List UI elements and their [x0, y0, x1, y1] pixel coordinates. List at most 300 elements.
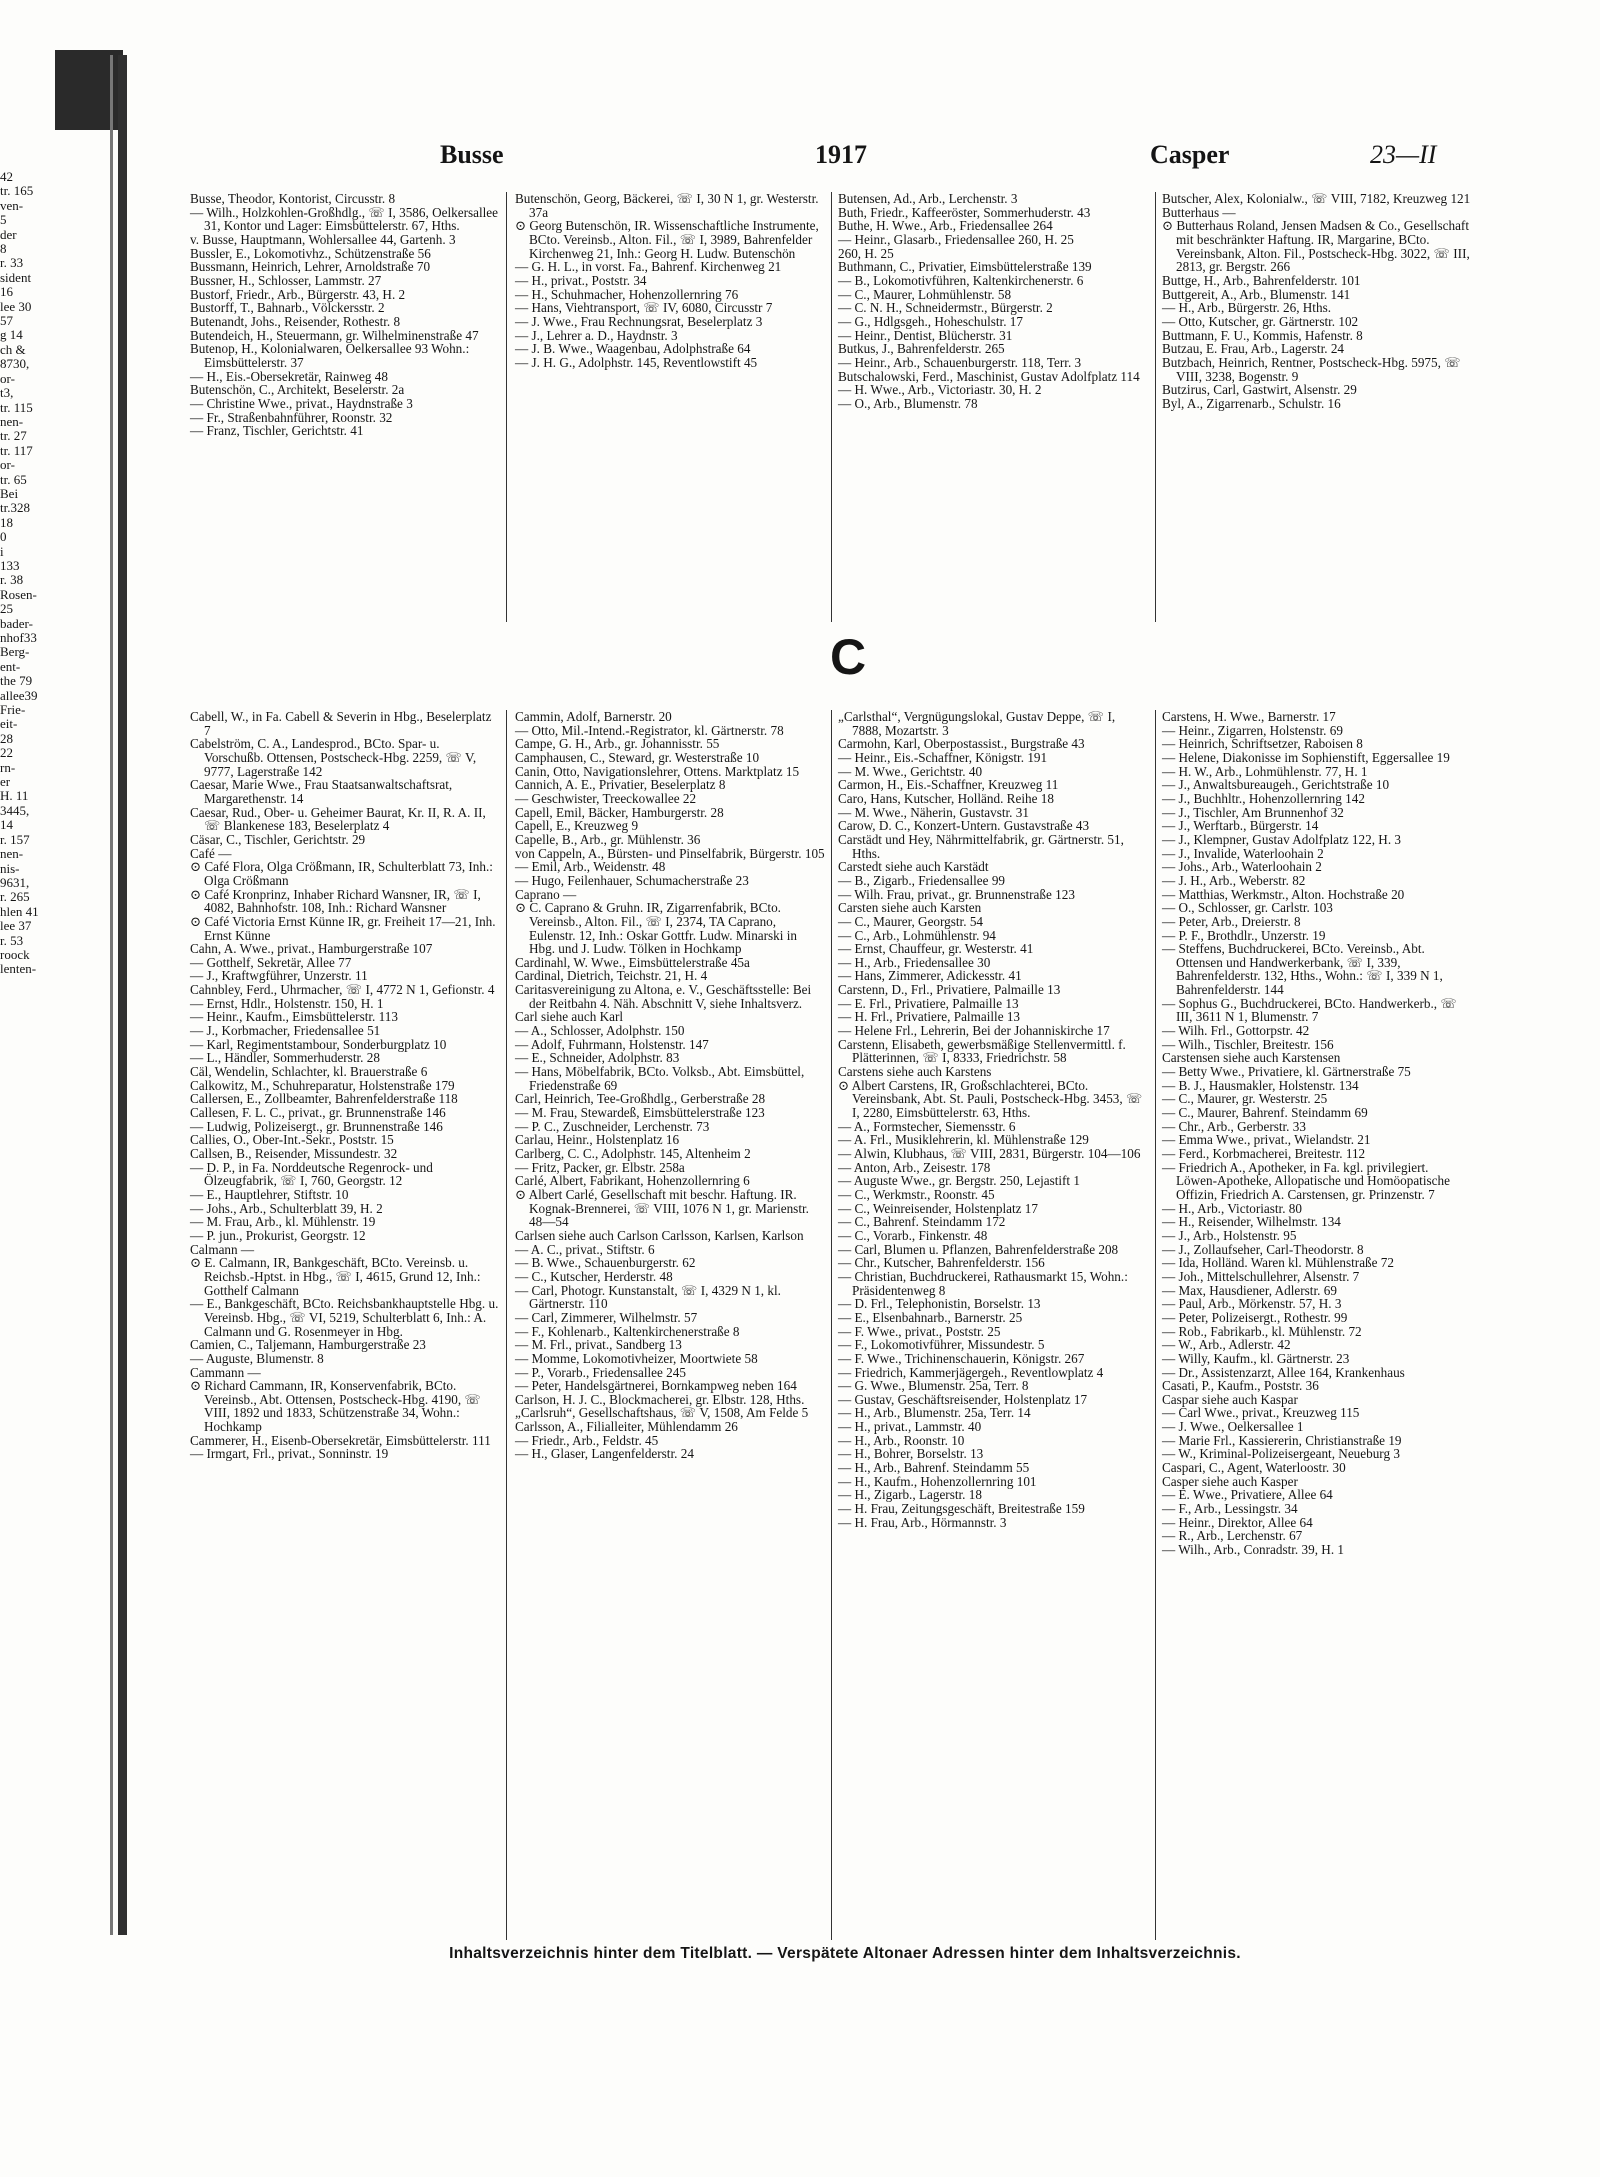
directory-entry: — Chr., Kutscher, Bahrenfelderstr. 156	[838, 1255, 1045, 1271]
directory-entry: Bussler, E., Lokomotivhz., Schützenstraße 56	[190, 245, 431, 261]
directory-entry: — L., Händler, Sommerhuderstr. 28	[190, 1050, 380, 1066]
directory-entry: — Carl, Blumen u. Pflanzen, Bahrenfelderstraße 208	[838, 1241, 1119, 1257]
page-gutter	[118, 55, 127, 1935]
margin-fragment: or-	[0, 457, 15, 473]
directory-entry: Canin, Otto, Navigationslehrer, Ottens. Marktplatz 15	[515, 763, 800, 779]
column-2	[515, 710, 825, 1461]
directory-entry: — Paul, Arb., Mörkenstr. 57, H. 3	[1162, 1296, 1342, 1312]
margin-fragment: 57	[0, 313, 13, 329]
directory-entry: Butzbach, Heinrich, Rentner, Postscheck-Hbg. 5975, ☏ VIII, 3238, Bogenstr. 9	[1162, 354, 1461, 384]
margin-fragment: the 79	[0, 673, 33, 689]
margin-fragment: r. 265	[0, 889, 30, 905]
directory-entry: — Willy, Kaufm., kl. Gärtnerstr. 23	[1162, 1350, 1350, 1366]
directory-entry: — O., Arb., Blumenstr. 78	[838, 395, 978, 411]
margin-fragment: roock	[0, 946, 30, 962]
column-1	[190, 710, 500, 1461]
directory-entry: — C., Werkmstr., Roonstr. 45	[838, 1186, 995, 1202]
directory-entry: — Emma Wwe., privat., Wielandstr. 21	[1162, 1132, 1371, 1148]
directory-entry: v. Busse, Hauptmann, Wohlersallee 44, Gartenh. 3	[190, 231, 456, 247]
directory-entry: — Wilh., Arb., Conradstr. 39, H. 1	[1162, 1542, 1345, 1558]
directory-entry: Butendeich, H., Steuermann, gr. Wilhelminenstraße 47	[190, 327, 479, 343]
directory-entry: — Gotthelf, Sekretär, Allee 77	[190, 954, 352, 970]
directory-entry: Carstens siehe auch Karstens	[838, 1064, 992, 1080]
directory-entry: — J. H. G., Adolphstr. 145, Reventlowstift 45	[515, 354, 758, 370]
directory-entry: — Ferd., Korbmacherei, Breitestr. 112	[1162, 1146, 1366, 1161]
directory-entry: — H., privat., Lammstr. 40	[838, 1419, 982, 1435]
directory-entry: Callersen, E., Zollbeamter, Bahrenfelderstraße 118	[190, 1091, 458, 1107]
margin-fragment: tr. 65	[0, 471, 27, 487]
directory-entry: Cäl, Wendelin, Schlachter, kl. Brauerstraße 6	[190, 1064, 428, 1080]
margin-fragment: eit-	[0, 716, 18, 732]
margin-fragment: nen-	[0, 846, 24, 862]
directory-entry: — Ludwig, Polizeisergt., gr. Brunnenstraße 146	[190, 1118, 443, 1134]
directory-entry: — Heinr., Zigarren, Holstenstr. 69	[1162, 722, 1343, 738]
directory-entry: — Steffens, Buchdruckerei, BCto. Vereinsb., Abt. Ottensen und Handwerkerbank, ☏ I, 339, Bahrenfelderstr. 132, Hths., Wohn.: ☏ I, 339 N 1, Bahrenfelderstr. 144	[1162, 941, 1443, 998]
column-divider	[831, 192, 832, 622]
directory-entry: — D. Frl., Telephonistin, Borselstr. 13	[838, 1296, 1041, 1312]
column-4	[1162, 710, 1472, 1557]
directory-entry: Casati, P., Kaufm., Poststr. 36	[1162, 1378, 1319, 1394]
directory-entry: — C., Weinreisender, Holstenplatz 17	[838, 1200, 1038, 1216]
directory-entry: — Otto, Mil.-Intend.-Registrator, kl. Gärtnerstr. 78	[515, 722, 784, 738]
directory-entry: — E. Frl., Privatiere, Palmaille 13	[838, 995, 1019, 1011]
directory-entry: — M. Frau, Stewardeß, Eimsbüttelerstraße 123	[515, 1105, 765, 1121]
directory-entry: — E., Hauptlehrer, Stiftstr. 10	[190, 1186, 349, 1202]
directory-entry: von Cappeln, A., Bürsten- und Pinselfabrik, Bürgerstr. 105	[515, 845, 825, 861]
directory-entry: — Ida, Holländ. Waren kl. Mühlenstraße 72	[1162, 1255, 1394, 1271]
directory-entry: — H., Bohrer, Borselstr. 13	[838, 1446, 984, 1462]
directory-entry: Butenop, H., Kolonialwaren, Oelkersallee 93 Wohn.: Eimsbüttelerstr. 37	[190, 341, 470, 370]
directory-entry: — M. Frau, Arb., kl. Mühlenstr. 19	[190, 1214, 376, 1230]
directory-entry: — Sophus G., Buchdruckerei, BCto. Handwerkerb., ☏ III, 3611 N 1, Blumenstr. 7	[1162, 995, 1457, 1025]
margin-fragment: er	[0, 774, 11, 790]
directory-entry: Cammerer, H., Eisenb-Obersekretär, Eimsbüttelerstr. 111	[190, 1432, 491, 1448]
directory-entry: — Peter, Polizeisergt., Rothestr. 99	[1162, 1309, 1348, 1325]
directory-entry: — J., Zollaufseher, Carl-Theodorstr. 8	[1162, 1241, 1364, 1257]
directory-entry: — O., Schlosser, gr. Carlstr. 103	[1162, 900, 1333, 916]
column-4	[1162, 192, 1472, 411]
directory-entry: Cahnbley, Ferd., Uhrmacher, ☏ I, 4772 N 1, Gefionstr. 4	[190, 982, 495, 998]
directory-entry: Cammin, Adolf, Barnerstr. 20	[515, 709, 672, 724]
directory-entry: Butterhaus —	[1162, 204, 1236, 220]
directory-entry: — Heinr., Glasarb., Friedensallee 260, H. 25	[838, 231, 1074, 247]
margin-fragment: hlen 41	[0, 903, 39, 919]
directory-entry: ⊙ Albert Carlé, Gesellschaft mit beschr. Haftung. IR. Kognak-Brennerei, ☏ VIII, 1076 N 1, gr. Marienstr. 48—54	[515, 1186, 809, 1230]
directory-entry: — J., Arb., Holstenstr. 95	[1162, 1227, 1297, 1243]
directory-entry: — Hans, Zimmerer, Adickesstr. 41	[838, 968, 1022, 984]
directory-entry: — Fr., Straßenbahnführer, Roonstr. 32	[190, 409, 393, 425]
directory-entry: Cahn, A. Wwe., privat., Hamburgerstraße 107	[190, 941, 433, 957]
directory-entry: — J., Korbmacher, Friedensallee 51	[190, 1023, 381, 1039]
directory-entry: Carl siehe auch Karl	[515, 1009, 624, 1025]
directory-entry: — H., Arb., Bahrenf. Steindamm 55	[838, 1460, 1030, 1476]
directory-entry: Cannich, A. E., Privatier, Beselerplatz 8	[515, 777, 726, 793]
margin-fragment: ch &	[0, 341, 26, 357]
directory-entry: Caspari, C., Agent, Waterloostr. 30	[1162, 1460, 1346, 1476]
directory-entry: — Auguste Wwe., gr. Bergstr. 250, Lejastift 1	[838, 1173, 1080, 1189]
directory-entry: Buttmann, F. U., Kommis, Hafenstr. 8	[1162, 327, 1363, 343]
column-1	[190, 192, 500, 438]
directory-entry: — M. Wwe., Näherin, Gustavstr. 31	[838, 804, 1029, 820]
margin-fragment: or-	[0, 370, 15, 386]
directory-entry: Callies, O., Ober-Int.-Sekr., Poststr. 15	[190, 1132, 394, 1148]
directory-entry: — C., Maurer, Lohmühlenstr. 58	[838, 286, 1012, 302]
page-number: 23—II	[1370, 140, 1437, 169]
directory-entry: — Marie Frl., Kassiererin, Christianstraße 19	[1162, 1432, 1402, 1448]
column-3	[838, 192, 1148, 411]
directory-entry: — P. jun., Prokurist, Georgstr. 12	[190, 1227, 366, 1243]
directory-entry: — E. Wwe., Privatiere, Allee 64	[1162, 1487, 1333, 1503]
directory-entry: Buttge, H., Arb., Bahrenfelderstr. 101	[1162, 272, 1361, 288]
margin-fragment: nen-	[0, 413, 24, 429]
directory-entry: — G. H. L., in vorst. Fa., Bahrenf. Kirchenweg 21	[515, 259, 782, 275]
directory-entry: — H. Wwe., Arb., Victoriastr. 30, H. 2	[838, 382, 1042, 398]
page-header	[190, 140, 1480, 174]
directory-entry: — C., Kutscher, Herderstr. 48	[515, 1268, 673, 1284]
directory-entry: Capell, E., Kreuzweg 9	[515, 818, 639, 834]
directory-entry: Carstedt siehe auch Karstädt	[838, 859, 989, 875]
margin-fragment: i	[0, 543, 4, 559]
directory-entry: Carstens, H. Wwe., Barnerstr. 17	[1162, 709, 1336, 724]
directory-entry: — J. Wwe., Frau Rechnungsrat, Beselerplatz 3	[515, 313, 763, 329]
directory-entry: — J., Werftarb., Bürgerstr. 14	[1162, 818, 1319, 834]
directory-entry: Caesar, Marie Wwe., Frau Staatsanwaltschaftsrat, Margarethenstr. 14	[190, 777, 453, 806]
directory-entry: — Ernst, Hdlr., Holstenstr. 150, H. 1	[190, 995, 384, 1011]
directory-entry: — Hugo, Feilenhauer, Schumacherstraße 23	[515, 872, 749, 888]
directory-entry: — C., Maurer, Georgstr. 54	[838, 913, 984, 929]
column-divider	[506, 710, 507, 1940]
directory-entry: — Matthias, Werkmstr., Alton. Hochstraße 20	[1162, 886, 1405, 902]
directory-entry: — H., Arb., Victoriastr. 80	[1162, 1200, 1302, 1216]
directory-entry: — J. H., Arb., Weberstr. 82	[1162, 872, 1306, 888]
directory-entry: Carlsen siehe auch Carlson Carlsson, Karlsen, Karlson	[515, 1227, 804, 1243]
margin-fragment: 8730,	[0, 356, 30, 372]
directory-entry: Cabell, W., in Fa. Cabell & Severin in Hbg., Beselerplatz 7	[190, 709, 492, 738]
directory-entry: — Momme, Lokomotivheizer, Moortwiete 58	[515, 1350, 758, 1366]
directory-entry: — Wilh. Frl., Gottorpstr. 42	[1162, 1023, 1310, 1039]
directory-entry: Butensen, Ad., Arb., Lerchenstr. 3	[838, 191, 1018, 206]
margin-fragment: r. 53	[0, 932, 24, 948]
directory-entry: — Anton, Arb., Zeisestr. 178	[838, 1159, 991, 1175]
directory-entry: — H., Arb., Bürgerstr. 26, Hths.	[1162, 300, 1331, 316]
directory-entry: — E., Schneider, Adolphstr. 83	[515, 1050, 680, 1066]
directory-entry: — Christine Wwe., privat., Haydnstraße 3	[190, 395, 413, 411]
directory-entry: — D. P., in Fa. Norddeutsche Regenrock- und Ölzeugfabrik, ☏ I, 760, Georgstr. 12	[190, 1159, 433, 1189]
directory-entry: — F. Wwe., privat., Poststr. 25	[838, 1323, 1001, 1339]
directory-entry: — Heinrich, Schriftsetzer, Raboisen 8	[1162, 736, 1363, 752]
directory-entry: — F., Lokomotivführer, Missundestr. 5	[838, 1337, 1045, 1353]
directory-entry: — H., Eis.-Obersekretär, Rainweg 48	[190, 368, 388, 384]
directory-entry: — H., Arb., Blumenstr. 25a, Terr. 14	[838, 1405, 1031, 1421]
directory-entry: — Otto, Kutscher, gr. Gärtnerstr. 102	[1162, 313, 1359, 329]
directory-entry: — R., Arb., Lerchenstr. 67	[1162, 1528, 1303, 1544]
directory-entry: Campe, G. H., Arb., gr. Johannisstr. 55	[515, 736, 720, 752]
directory-entry: — Adolf, Fuhrmann, Holstenstr. 147	[515, 1036, 709, 1052]
directory-entry: Buthmann, C., Privatier, Eimsbüttelerstraße 139	[838, 259, 1092, 275]
directory-entry: Buth, Friedr., Kaffeeröster, Sommerhuderstr. 43	[838, 204, 1091, 220]
directory-entry: ⊙ Café Kronprinz, Inhaber Richard Wansner, IR, ☏ I, 4082, Bahnhofstr. 108, Inh.: Richard Wansner	[190, 886, 481, 916]
section-b-continued	[190, 192, 1480, 622]
directory-entry: ⊙ Richard Cammann, IR, Konservenfabrik, BCto. Vereinsb., Abt. Ottensen, Postscheck-Hbg. 4190, ☏ VIII, 1892 und 1833, Schützenstraße 34, Wohn.: Hochkamp	[190, 1378, 481, 1435]
margin-fragment: tr. 117	[0, 442, 33, 458]
margin-fragment: ent-	[0, 658, 21, 674]
directory-entry: — H. Frau, Arb., Hörmannstr. 3	[838, 1514, 1007, 1530]
header-first-keyword: Busse	[440, 140, 504, 169]
directory-entry: ⊙ C. Caprano & Gruhn. IR, Zigarrenfabrik, BCto. Vereinsb., Alton. Fil., ☏ I, 2374, TA Caprano, Eulenstr. 12, Inh.: Oskar Gottfr. Ludw. Minarski in Hbg. und J. Ludw. Tölken in Hochkamp	[515, 900, 797, 957]
directory-entry: — J., Invalide, Waterloohain 2	[1162, 845, 1324, 861]
margin-fragment: Berg-	[0, 644, 30, 660]
directory-entry: — H., Zigarb., Lagerstr. 18	[838, 1487, 982, 1503]
directory-entry: Bustorff, T., Bahnarb., Völckersstr. 2	[190, 300, 385, 316]
directory-entry: — Wilh., Holzkohlen-Großhdlg., ☏ I, 3586, Oelkersallee 31, Kontor und Lager: Eimsbüttelerstr. 67, Hths.	[190, 204, 498, 234]
directory-entry: — J., Tischler, Am Brunnenhof 32	[1162, 804, 1344, 820]
margin-fragment: 3445,	[0, 802, 30, 818]
directory-entry: — Heinr., Dentist, Blücherstr. 31	[838, 327, 1013, 343]
directory-entry: — H., privat., Poststr. 34	[515, 272, 647, 288]
directory-entry: — Heinr., Arb., Schauenburgerstr. 118, Terr. 3	[838, 354, 1082, 370]
directory-entry: — G. Wwe., Blumenstr. 25a, Terr. 8	[838, 1378, 1029, 1394]
directory-entry: — Emil, Arb., Weidenstr. 48	[515, 859, 666, 875]
directory-entry: Butenandt, Johs., Reisender, Rothestr. 8	[190, 313, 401, 329]
directory-entry: — C., Vorarb., Finkenstr. 48	[838, 1227, 988, 1243]
directory-entry: 260, H. 25	[838, 245, 894, 261]
margin-fragment: 42	[0, 170, 13, 184]
margin-fragment: 25	[0, 601, 13, 617]
directory-entry: — C., Maurer, Bahrenf. Steindamm 69	[1162, 1105, 1368, 1121]
directory-entry: Butschalowski, Ferd., Maschinist, Gustav Adolfplatz 114	[838, 368, 1140, 384]
column-divider	[1155, 192, 1156, 622]
column-3	[838, 710, 1148, 1529]
directory-entry: Carmohn, Karl, Oberpostassist., Burgstraße 43	[838, 736, 1085, 752]
directory-entry: Butenschön, C., Architekt, Beselerstr. 2a	[190, 382, 405, 398]
margin-fragment: 9631,	[0, 874, 30, 890]
directory-entry: — Wilh. Frau, privat., gr. Brunnenstraße 123	[838, 886, 1075, 902]
margin-fragment: lee 30	[0, 298, 32, 314]
directory-entry: — H. W., Arb., Lohmühlenstr. 77, H. 1	[1162, 763, 1368, 779]
column-divider	[1155, 710, 1156, 1940]
directory-entry: — P. C., Zuschneider, Lerchenstr. 73	[515, 1118, 710, 1134]
page-footer-note: Inhaltsverzeichnis hinter dem Titelblatt. — Verspätete Altonaer Adressen hinter dem Inhaltsverzeichnis.	[449, 1945, 1241, 1962]
directory-entry: Bussmann, Heinrich, Lehrer, Arnoldstraße 70	[190, 259, 431, 275]
directory-entry: „Carlsthal“, Vergnügungslokal, Gustav Deppe, ☏ I, 7888, Mozartstr. 3	[838, 709, 1116, 738]
directory-entry: — Gustav, Geschäftsreisender, Holstenplatz 17	[838, 1391, 1088, 1407]
directory-entry: Butkus, J., Bahrenfelderstr. 265	[838, 341, 1005, 357]
directory-entry: Camphausen, C., Steward, gr. Westerstraße 10	[515, 749, 760, 765]
directory-entry: — Johs., Arb., Waterloohain 2	[1162, 859, 1322, 875]
directory-entry: — J., Anwaltsbureaugeh., Gerichtstraße 10	[1162, 777, 1390, 793]
directory-entry: — Geschwister, Treeckowallee 22	[515, 790, 697, 806]
margin-fragment: der	[0, 226, 17, 242]
directory-entry: ⊙ E. Calmann, IR, Bankgeschäft, BCto. Vereinsb. u. Reichsb.-Hptst. in Hbg., ☏ I, 4615, Grund 12, Inh.: Gotthelf Calmann	[190, 1255, 481, 1298]
directory-entry: Carow, D. C., Konzert-Untern. Gustavstraße 43	[838, 818, 1090, 834]
margin-fragment: rn-	[0, 759, 16, 775]
margin-fragment: tr. 165	[0, 183, 34, 199]
header-last-keyword: Casper	[1150, 140, 1230, 169]
directory-entry: — F., Arb., Lessingstr. 34	[1162, 1501, 1298, 1517]
directory-entry: Calkowitz, M., Schuhreparatur, Holstenstraße 179	[190, 1077, 455, 1093]
directory-entry: Callsen, B., Reisender, Missundestr. 32	[190, 1146, 398, 1161]
directory-entry: Carlsson, A., Filialleiter, Mühlendamm 26	[515, 1419, 738, 1435]
directory-entry: ⊙ Albert Carstens, IR, Großschlachterei, BCto. Vereinsbank, Abt. St. Pauli, Postscheck-Hbg. 3453, ☏ I, 2280, Eimsbüttelerstr. 63, Hths.	[838, 1077, 1143, 1121]
directory-entry: Carlberg, C. C., Adolphstr. 145, Altenheim 2	[515, 1146, 751, 1161]
directory-entry: — J. Wwe., Oelkersallee 1	[1162, 1419, 1304, 1435]
directory-entry: — W., Arb., Adlerstr. 42	[1162, 1337, 1291, 1353]
directory-entry: Cardinal, Dietrich, Teichstr. 21, H. 4	[515, 968, 708, 984]
directory-entry: — Dr., Assistenzarzt, Allee 164, Krankenhaus	[1162, 1364, 1405, 1380]
margin-fragment: r. 157	[0, 831, 30, 847]
directory-entry: Cammann —	[190, 1364, 261, 1380]
directory-entry: Caesar, Rud., Ober- u. Geheimer Baurat, Kr. II, R. A. II, ☏ Blankenese 183, Beselerplatz 4	[190, 804, 486, 834]
directory-entry: — J. B. Wwe., Waagenbau, Adolphstraße 64	[515, 341, 751, 357]
page-gutter-line	[110, 55, 113, 1935]
directory-entry: — J., Lehrer a. D., Haydnstr. 3	[515, 327, 678, 343]
directory-entry: — Heinr., Eis.-Schaffner, Königstr. 191	[838, 749, 1048, 765]
margin-fragment: ven-	[0, 197, 24, 213]
margin-fragment: 16	[0, 284, 13, 300]
margin-fragment: allee39	[0, 687, 38, 703]
directory-entry: ⊙ Butterhaus Roland, Jensen Madsen & Co., Gesellschaft mit beschränkter Haftung. IR, Margarine, BCto. Vereinsbank, Alton. Fil., Postscheck-Hbg. 3022, ☏ III, 2813, gr. Bergstr. 266	[1162, 218, 1470, 275]
directory-entry: — Helene Frl., Lehrerin, Bei der Johanniskirche 17	[838, 1023, 1110, 1039]
margin-fragment: 28	[0, 730, 13, 746]
directory-entry: Casper siehe auch Kasper	[1162, 1473, 1298, 1489]
margin-fragment: 8	[0, 241, 7, 257]
directory-entry: — Friedrich, Kammerjägergeh., Reventlowplatz 4	[838, 1364, 1104, 1380]
margin-fragment: 0	[0, 529, 7, 545]
directory-entry: — Friedr., Arb., Feldstr. 45	[515, 1432, 659, 1448]
directory-entry: — H. Frau, Zeitungsgeschäft, Breitestraße 159	[838, 1501, 1085, 1517]
directory-entry: Buthe, H. Wwe., Arb., Friedensallee 264	[838, 218, 1053, 234]
directory-entry: — H., Arb., Roonstr. 10	[838, 1432, 965, 1448]
directory-entry: Butzirus, Carl, Gastwirt, Alsenstr. 29	[1162, 382, 1357, 398]
margin-fragment: r. 38	[0, 572, 24, 588]
directory-entry: — E., Bankgeschäft, BCto. Reichsbankhauptstelle Hbg. u. Vereinsb. Hbg., ☏ VI, 5219, Schulterblatt 6, Inh.: A. Calmann und G. Rosenmeyer in Hbg.	[190, 1296, 499, 1339]
directory-entry: — Ernst, Chauffeur, gr. Westerstr. 41	[838, 941, 1034, 957]
directory-entry: — Heinr., Direktor, Allee 64	[1162, 1514, 1313, 1530]
directory-entry: — Betty Wwe., Privatiere, kl. Gärtnerstraße 75	[1162, 1064, 1411, 1080]
directory-entry: Caritasvereinigung zu Altona, e. V., Geschäftsstelle: Bei der Reitbahn 4. Näh. Abschnitt V, siehe Inhaltsverz.	[515, 982, 812, 1011]
margin-fragment: r. 33	[0, 255, 24, 271]
directory-entry: — Johs., Arb., Schulterblatt 39, H. 2	[190, 1200, 383, 1216]
directory-entry: Buttgereit, A., Arb., Blumenstr. 141	[1162, 286, 1351, 302]
directory-entry: — Carl, Zimmerer, Wilhelmstr. 57	[515, 1309, 698, 1325]
directory-entry: — Carl, Photogr. Kunstanstalt, ☏ I, 4329 N 1, kl. Gärtnerstr. 110	[515, 1282, 781, 1312]
directory-entry: Carstensen siehe auch Karstensen	[1162, 1050, 1341, 1066]
margin-fragment: Frie-	[0, 702, 26, 718]
margin-fragment: 18	[0, 514, 13, 530]
directory-entry: Carmon, H., Eis.-Schaffner, Kreuzweg 11	[838, 777, 1059, 793]
margin-fragment: 133	[0, 557, 20, 573]
margin-fragment: Rosen-	[0, 586, 37, 602]
directory-entry: Cardinahl, W. Wwe., Eimsbüttelerstraße 45a	[515, 954, 750, 970]
directory-entry: Busse, Theodor, Kontorist, Circusstr. 8	[190, 191, 396, 206]
directory-entry: — W., Kriminal-Polizeisergeant, Neueburg 3	[1162, 1446, 1400, 1462]
directory-entry: — B. Wwe., Schauenburgerstr. 62	[515, 1255, 696, 1271]
directory-entry: Carstenn, D., Frl., Privatiere, Palmaille 13	[838, 982, 1061, 998]
directory-entry: — Karl, Regimentstambour, Sonderburgplatz 10	[190, 1036, 447, 1052]
margin-fragment: t3,	[0, 385, 14, 401]
directory-entry: — P. F., Brothdlr., Unzerstr. 19	[1162, 927, 1326, 943]
directory-entry: ⊙ Georg Butenschön, IR. Wissenschaftliche Instrumente, BCto. Vereinsb., Alton. Fil., ☏ I, 3989, Bahrenfelder Kirchenweg 21, Inh.: Georg H. Ludw. Butenschön	[515, 218, 819, 261]
directory-entry: Cäsar, C., Tischler, Gerichtstr. 29	[190, 831, 366, 847]
margin-fragment: g 14	[0, 327, 23, 343]
margin-fragment: Bei	[0, 485, 19, 501]
directory-entry: — C., Bahrenf. Steindamm 172	[838, 1214, 1006, 1230]
directory-entry: — H., Kaufm., Hohenzollernring 101	[838, 1473, 1037, 1489]
directory-entry: — J., Kraftwgführer, Unzerstr. 11	[190, 968, 368, 984]
margin-fragment: 22	[0, 745, 13, 761]
directory-entry: — C., Arb., Lohmühlenstr. 94	[838, 927, 996, 943]
directory-entry: ⊙ Café Flora, Olga Crößmann, IR, Schulterblatt 73, Inh.: Olga Crößmann	[190, 859, 493, 888]
margin-fragment: lee 37	[0, 918, 32, 934]
directory-entry: Callesen, F. L. C., privat., gr. Brunnenstraße 146	[190, 1105, 446, 1121]
directory-entry: — P., Vorarb., Friedensallee 245	[515, 1364, 686, 1380]
directory-entry: Carlé, Albert, Fabrikant, Hohenzollernring 6	[515, 1173, 750, 1189]
directory-entry: — H. Frl., Privatiere, Palmaille 13	[838, 1009, 1021, 1025]
directory-entry: — C. N. H., Schneidermstr., Bürgerstr. 2	[838, 300, 1053, 316]
margin-fragment: 14	[0, 817, 13, 833]
directory-entry: Carsten siehe auch Karsten	[838, 900, 982, 916]
section-c	[190, 710, 1480, 1940]
previous-page-fragments	[0, 170, 108, 1970]
directory-entry: ⊙ Café Victoria Ernst Künne IR, gr. Freiheit 17—21, Inh. Ernst Künne	[190, 913, 496, 943]
margin-fragment: lenten-	[0, 961, 37, 977]
directory-entry: — A. C., privat., Stiftstr. 6	[515, 1241, 655, 1257]
directory-entry: — B. J., Hausmakler, Holstenstr. 134	[1162, 1077, 1359, 1093]
directory-entry: Calmann —	[190, 1241, 255, 1257]
directory-entry: — Joh., Mittelschullehrer, Alsenstr. 7	[1162, 1268, 1360, 1284]
directory-entry: Butzau, E. Frau, Arb., Lagerstr. 24	[1162, 341, 1345, 357]
directory-entry: — J., Buchhltr., Hohenzollernring 142	[1162, 790, 1365, 806]
header-year: 1917	[815, 140, 867, 169]
directory-entry: Camien, C., Taljemann, Hamburgerstraße 23	[190, 1337, 426, 1353]
directory-entry: Capelle, B., Arb., gr. Mühlenstr. 36	[515, 831, 701, 847]
directory-entry: — Carl Wwe., privat., Kreuzweg 115	[1162, 1405, 1360, 1421]
directory-entry: — H., Glaser, Langenfelderstr. 24	[515, 1446, 694, 1462]
directory-entry: — Irmgart, Frl., privat., Sonninstr. 19	[190, 1446, 389, 1462]
directory-entry: Capell, Emil, Bäcker, Hamburgerstr. 28	[515, 804, 724, 820]
directory-entry: — M. Frl., privat., Sandberg 13	[515, 1337, 682, 1353]
directory-entry: — Auguste, Blumenstr. 8	[190, 1350, 324, 1366]
directory-entry: — Chr., Arb., Gerberstr. 33	[1162, 1118, 1306, 1134]
directory-entry: Caspar siehe auch Kaspar	[1162, 1391, 1298, 1407]
directory-entry: — Helene, Diakonisse im Sophienstift, Eggersallee 19	[1162, 749, 1450, 765]
directory-entry: — Wilh., Tischler, Breitestr. 156	[1162, 1036, 1334, 1052]
directory-entry: Carstädt und Hey, Nährmittelfabrik, gr. Gärtnerstr. 51, Hths.	[838, 831, 1124, 861]
directory-entry: — Peter, Handelsgärtnerei, Bornkampweg neben 164	[515, 1378, 797, 1394]
directory-entry: Butenschön, Georg, Bäckerei, ☏ I, 30 N 1, gr. Westerstr. 37a	[515, 191, 819, 220]
directory-entry: — Hans, Viehtransport, ☏ IV, 6080, Circusstr 7	[515, 300, 773, 316]
directory-entry: — B., Lokomotivführen, Kaltenkirchenerstr. 6	[838, 272, 1084, 288]
margin-fragment: bader-	[0, 615, 33, 631]
directory-entry: — F., Kohlenarb., Kaltenkirchenerstraße 8	[515, 1323, 740, 1339]
directory-entry: — H., Arb., Friedensallee 30	[838, 954, 991, 970]
directory-entry: — H., Reisender, Wilhelmstr. 134	[1162, 1214, 1341, 1230]
directory-entry: — B., Zigarb., Friedensallee 99	[838, 872, 1006, 888]
directory-entry: Bustorf, Friedr., Arb., Bürgerstr. 43, H. 2	[190, 286, 406, 302]
directory-entry: — F. Wwe., Trichinenschauerin, Königstr. 267	[838, 1350, 1085, 1366]
directory-entry: — Christian, Buchdruckerei, Rathausmarkt 15, Wohn.: Präsidentenweg 8	[838, 1268, 1128, 1298]
directory-entry: — Alwin, Klubhaus, ☏ VIII, 2831, Bürgerstr. 104—106	[838, 1146, 1141, 1161]
directory-entry: Butscher, Alex, Kolonialw., ☏ VIII, 7182, Kreuzweg 121	[1162, 191, 1471, 206]
directory-entry: — H., Schuhmacher, Hohenzollernring 76	[515, 286, 739, 302]
directory-entry: Caprano —	[515, 886, 577, 902]
margin-fragment: tr. 27	[0, 428, 27, 444]
column-divider	[506, 192, 507, 622]
margin-fragment: 5	[0, 212, 7, 228]
directory-entry: — Friedrich A., Apotheker, in Fa. kgl. privilegiert. Löwen-Apotheke, Allopatische und Homöopatische Offizin, Friedrich A. Carstensen, gr. Prinzenstr. 7	[1162, 1159, 1450, 1202]
directory-entry: Carstenn, Elisabeth, gewerbsmäßige Stellenvermittl. f. Plätterinnen, ☏ I, 8333, Friedrichstr. 58	[838, 1036, 1126, 1066]
margin-fragment: sident	[0, 269, 32, 285]
